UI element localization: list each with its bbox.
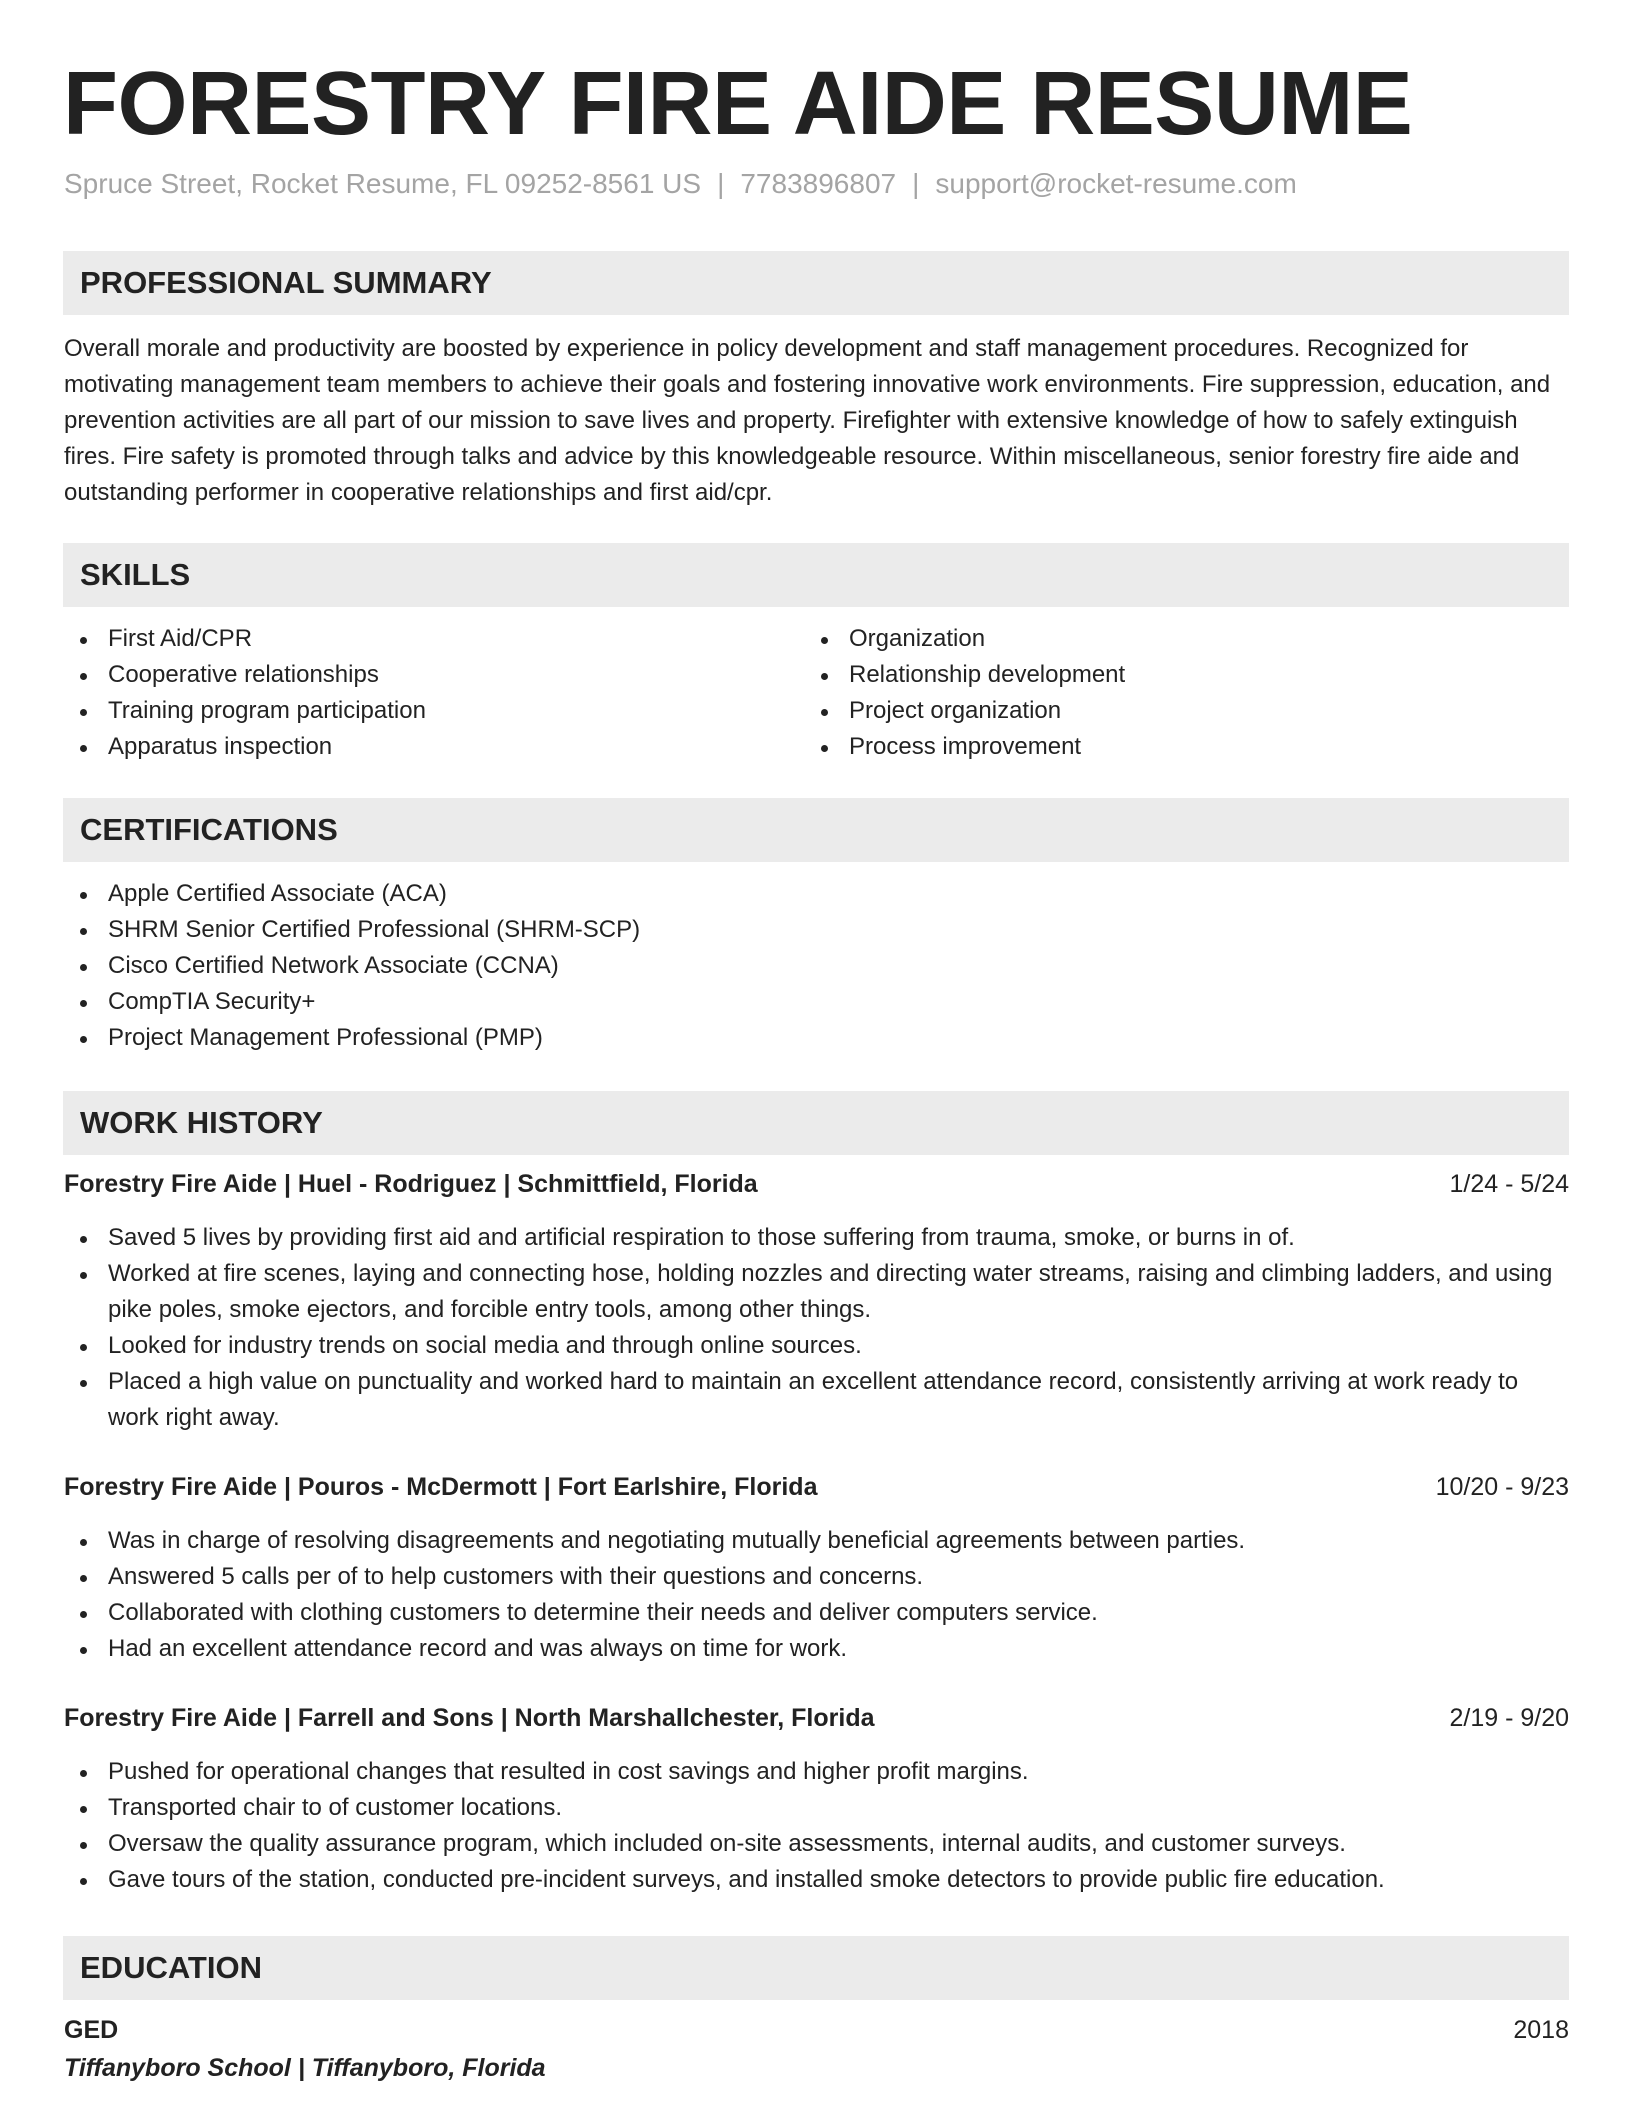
job-bullet: Transported chair to of customer locations. bbox=[63, 1790, 1573, 1826]
job-bullet: Gave tours of the station, conducted pre-incident surveys, and installed smoke detectors to provide public fire education. bbox=[63, 1862, 1573, 1898]
certification-item: Apple Certified Associate (ACA) bbox=[63, 876, 640, 912]
section-heading-work-history: WORK HISTORY bbox=[63, 1091, 1569, 1155]
job-bullet: Answered 5 calls per of to help customers with their questions and concerns. bbox=[63, 1559, 1573, 1595]
job-title: Forestry Fire Aide | Pouros - McDermott | Fort Earlshire, Florida bbox=[64, 1473, 818, 1501]
contact-separator: | bbox=[717, 168, 725, 199]
job-bullets bbox=[63, 1220, 1573, 1436]
job-dates: 10/20 - 9/23 bbox=[1435, 1473, 1569, 1501]
skill-item: Training program participation bbox=[63, 693, 426, 729]
skill-item: Project organization bbox=[804, 693, 1125, 729]
section-heading-skills: SKILLS bbox=[63, 543, 1569, 607]
skill-item: Process improvement bbox=[804, 729, 1125, 765]
job-bullets bbox=[63, 1754, 1573, 1898]
certifications-list bbox=[63, 876, 640, 1056]
skill-item: Apparatus inspection bbox=[63, 729, 426, 765]
skill-item: Cooperative relationships bbox=[63, 657, 426, 693]
skill-item: Organization bbox=[804, 621, 1125, 657]
contact-email: support@rocket-resume.com bbox=[935, 168, 1297, 199]
job-dates: 1/24 - 5/24 bbox=[1449, 1170, 1569, 1198]
contact-separator: | bbox=[912, 168, 920, 199]
section-heading-certifications: CERTIFICATIONS bbox=[63, 798, 1569, 862]
skill-item: First Aid/CPR bbox=[63, 621, 426, 657]
job-bullet: Had an excellent attendance record and was always on time for work. bbox=[63, 1631, 1573, 1667]
skill-item: Relationship development bbox=[804, 657, 1125, 693]
certification-item: Cisco Certified Network Associate (CCNA) bbox=[63, 948, 640, 984]
summary-text: Overall morale and productivity are boosted by experience in policy development and staff management procedures. Recognized for motivating management team members to achieve their goals and fostering innovative work environments. Fire suppression, education, and prevention activities are all part of our mission to save lives and property. Firefighter with extensive knowledge of how to safely extinguish fires. Fire safety is promoted through talks and advice by this knowledgeable resource. Within miscellaneous, senior forestry fire aide and outstanding performer in cooperative relationships and first aid/cpr. bbox=[64, 335, 1551, 506]
contact-phone: 7783896807 bbox=[740, 168, 897, 199]
job-title: Forestry Fire Aide | Farrell and Sons | North Marshallchester, Florida bbox=[64, 1704, 875, 1732]
education-year: 2018 bbox=[1513, 2016, 1569, 2044]
certification-item: Project Management Professional (PMP) bbox=[63, 1020, 640, 1056]
section-heading-summary: PROFESSIONAL SUMMARY bbox=[63, 251, 1569, 315]
certification-item: SHRM Senior Certified Professional (SHRM-SCP) bbox=[63, 912, 640, 948]
skills-list-right bbox=[804, 621, 1125, 765]
job-title: Forestry Fire Aide | Huel - Rodriguez | Schmittfield, Florida bbox=[64, 1170, 758, 1198]
resume-title: FORESTRY FIRE AIDE RESUME bbox=[63, 54, 1413, 154]
job-bullet: Worked at fire scenes, laying and connecting hose, holding nozzles and directing water streams, raising and climbing ladders, and using pike poles, smoke ejectors, and forcible entry tools, among other things. bbox=[63, 1256, 1573, 1328]
contact-address: Spruce Street, Rocket Resume, FL 09252-8561 US bbox=[64, 168, 702, 199]
education-school: Tiffanyboro School | Tiffanyboro, Florida bbox=[64, 2054, 546, 2082]
job-dates: 2/19 - 9/20 bbox=[1449, 1704, 1569, 1732]
job-bullet: Placed a high value on punctuality and worked hard to maintain an excellent attendance record, consistently arriving at work ready to work right away. bbox=[63, 1364, 1573, 1436]
job-bullet: Pushed for operational changes that resulted in cost savings and higher profit margins. bbox=[63, 1754, 1573, 1790]
education-degree: GED bbox=[64, 2016, 119, 2044]
section-heading-education: EDUCATION bbox=[63, 1936, 1569, 2000]
certification-item: CompTIA Security+ bbox=[63, 984, 640, 1020]
skills-list-left bbox=[63, 621, 426, 765]
job-bullet: Looked for industry trends on social media and through online sources. bbox=[63, 1328, 1573, 1364]
job-bullet: Collaborated with clothing customers to determine their needs and deliver computers service. bbox=[63, 1595, 1573, 1631]
job-bullets bbox=[63, 1523, 1573, 1667]
job-bullet: Oversaw the quality assurance program, which included on-site assessments, internal audits, and customer surveys. bbox=[63, 1826, 1573, 1862]
job-bullet: Saved 5 lives by providing first aid and artificial respiration to those suffering from trauma, smoke, or burns in of. bbox=[63, 1220, 1573, 1256]
job-bullet: Was in charge of resolving disagreements and negotiating mutually beneficial agreements between parties. bbox=[63, 1523, 1573, 1559]
contact-line bbox=[64, 166, 1297, 202]
